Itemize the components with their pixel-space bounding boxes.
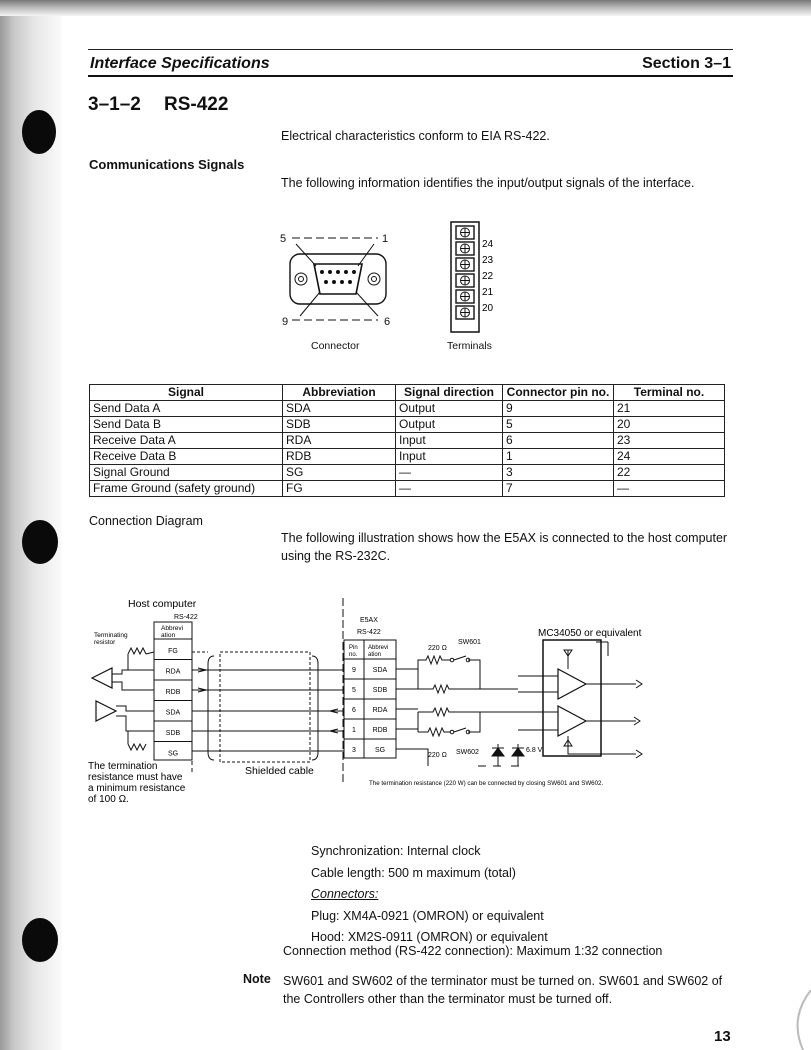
e5ax-signal-label: RDA — [372, 707, 388, 714]
table-cell: Output — [396, 417, 503, 433]
table-cell: 3 — [503, 465, 614, 481]
table-cell: 22 — [614, 465, 725, 481]
note-label: Note — [243, 972, 271, 986]
table-cell: Input — [396, 449, 503, 465]
scan-shadow-top — [0, 0, 811, 16]
terminal-block — [451, 222, 494, 332]
sw602-label: SW602 — [456, 749, 479, 756]
terminal-number-label: 20 — [482, 303, 494, 314]
connection-method: Connection method (RS-422 connection): Maximum 1:32 connection — [283, 944, 663, 958]
table-cell: 20 — [614, 417, 725, 433]
intro-text: Electrical characteristics conform to EIA RS-422. — [281, 129, 550, 143]
pin-label-9: 9 — [282, 316, 289, 328]
host-driver-icon — [96, 701, 116, 721]
terminal-number-label: 24 — [482, 239, 494, 250]
table-cell: Send Data A — [90, 401, 283, 417]
connector-caption: Connector — [311, 340, 360, 352]
table-cell: Signal Ground — [90, 465, 283, 481]
spec-plug: Plug: XM4A-0921 (OMRON) or equivalent — [311, 908, 544, 923]
terminal-number-label: 22 — [482, 271, 494, 282]
host-signal-label: SDB — [165, 730, 181, 737]
table-cell: Send Data B — [90, 417, 283, 433]
connector-terminal-figure — [270, 218, 520, 338]
host-signal-label: FG — [168, 648, 178, 655]
terminal-number-label: 21 — [482, 287, 494, 298]
termination-footnote: The termination resistance (220 W) can be connected by closing SW601 and SW602. — [369, 780, 604, 787]
table-row — [90, 481, 725, 497]
driver-amp-icon — [558, 706, 586, 736]
col-header-signal: Signal — [90, 385, 283, 401]
host-signal-label: SDA — [165, 709, 181, 717]
pin-label-6: 6 — [384, 316, 391, 328]
table-row — [90, 465, 725, 481]
col-header-terminal: Terminal no. — [614, 385, 725, 401]
header-rule — [88, 49, 733, 50]
host-signal-label: RDA — [165, 668, 181, 676]
signal-table — [89, 384, 725, 497]
termination-note: The termination resistance must have a minimum resistance of 100 Ω. — [88, 761, 186, 805]
e5ax-abbrev-header: Abbrevi ation — [368, 645, 389, 658]
table-row — [90, 449, 725, 465]
e5ax-signal-label: SG — [374, 747, 386, 754]
host-computer-label: Host computer — [128, 598, 197, 610]
host-signal-label: SG — [167, 750, 179, 758]
table-cell: RDA — [283, 433, 396, 449]
d-sub-connector — [280, 233, 390, 328]
e5ax-pin-label: 6 — [352, 707, 356, 714]
e5ax-rs-label: RS-422 — [357, 629, 381, 636]
wiring-diagram — [88, 594, 688, 819]
table-cell: 21 — [614, 401, 725, 417]
table-cell: 5 — [503, 417, 614, 433]
table-cell: — — [614, 481, 725, 497]
e5ax-signal-label: SDB — [372, 687, 388, 694]
table-cell: 24 — [614, 449, 725, 465]
receiver-amp-icon — [558, 669, 586, 699]
spec-connectors-heading: Connectors: — [311, 887, 379, 902]
table-cell: Frame Ground (safety ground) — [90, 481, 283, 497]
col-header-direction: Signal direction — [396, 385, 503, 401]
e5ax-pin-label: 1 — [352, 727, 356, 734]
table-row — [90, 417, 725, 433]
mc34050-label: MC34050 or equivalent — [538, 628, 642, 639]
note-text: SW601 and SW602 of the terminator must be turned on. SW601 and SW602 of the Controllers other than the terminator must be turned off. — [283, 974, 723, 1006]
table-cell: 23 — [614, 433, 725, 449]
col-header-abbreviation: Abbreviation — [283, 385, 396, 401]
table-cell: RDB — [283, 449, 396, 465]
table-cell: — — [396, 465, 503, 481]
table-cell: SDA — [283, 401, 396, 417]
binder-hole-bottom — [22, 918, 58, 962]
host-rs-label: RS-422 — [174, 614, 198, 621]
table-cell: FG — [283, 481, 396, 497]
specifications — [311, 841, 548, 949]
table-cell: 6 — [503, 433, 614, 449]
binder-hole-top — [22, 110, 56, 154]
comm-signals-text: The following information identifies the input/output signals of the interface. — [281, 176, 695, 190]
page-number: 13 — [714, 1028, 731, 1045]
table-header-row — [90, 385, 725, 401]
terminating-resistor-label: Terminating resistor — [94, 632, 128, 646]
spec-cable: Cable length: 500 m maximum (total) — [311, 865, 516, 880]
table-cell: Receive Data A — [90, 433, 283, 449]
table-cell: — — [396, 481, 503, 497]
col-header-pin: Connector pin no. — [503, 385, 614, 401]
connection-diagram-text: The following illustration shows how the E5AX is connected to the host computer using the RS-232C. — [281, 531, 728, 563]
resistor-top-label: 220 Ω — [428, 645, 447, 652]
table-row — [90, 433, 725, 449]
table-cell: SG — [283, 465, 396, 481]
host-signal-label: RDB — [165, 689, 181, 696]
e5ax-pin-label: 3 — [352, 747, 356, 754]
spec-hood: Hood: XM2S-0911 (OMRON) or equivalent — [311, 930, 548, 945]
pin-label-1: 1 — [382, 233, 389, 245]
connection-diagram-heading: Connection Diagram — [89, 514, 203, 528]
header-section: Section 3–1 — [642, 55, 731, 72]
comm-signals-heading: Communications Signals — [89, 157, 245, 172]
section-title: RS-422 — [164, 94, 229, 115]
terminals-caption: Terminals — [447, 340, 492, 352]
e5ax-pin-label: 5 — [352, 687, 356, 694]
table-cell: 7 — [503, 481, 614, 497]
host-receiver-icon — [92, 668, 112, 688]
e5ax-signal-label: SDA — [372, 667, 388, 674]
table-cell: Input — [396, 433, 503, 449]
section-number: 3–1–2 — [88, 94, 141, 115]
e5ax-signal-label: RDB — [372, 727, 388, 734]
header-underline — [88, 75, 733, 77]
shielded-cable-label: Shielded cable — [245, 765, 314, 777]
table-cell: 1 — [503, 449, 614, 465]
resistor-bottom-label: 220 Ω — [428, 752, 447, 759]
pin-label-5: 5 — [280, 233, 287, 245]
header-title: Interface Specifications — [90, 55, 270, 72]
page-edge-curl — [785, 990, 811, 1050]
sw601-label: SW601 — [458, 639, 481, 646]
table-cell: 9 — [503, 401, 614, 417]
binder-hole-middle — [22, 520, 58, 564]
host-abbrev-header: Abbrevi ation — [161, 625, 184, 639]
e5ax-label: E5AX — [360, 617, 378, 624]
table-cell: Receive Data B — [90, 449, 283, 465]
pin-no-header: Pin no. — [349, 645, 358, 658]
zener-label: 6.8 V — [526, 747, 543, 754]
table-cell: Output — [396, 401, 503, 417]
spec-sync: Synchronization: Internal clock — [311, 844, 481, 858]
terminal-number-label: 23 — [482, 255, 494, 266]
table-cell: SDB — [283, 417, 396, 433]
table-row — [90, 401, 725, 417]
e5ax-pin-label: 9 — [352, 667, 356, 674]
